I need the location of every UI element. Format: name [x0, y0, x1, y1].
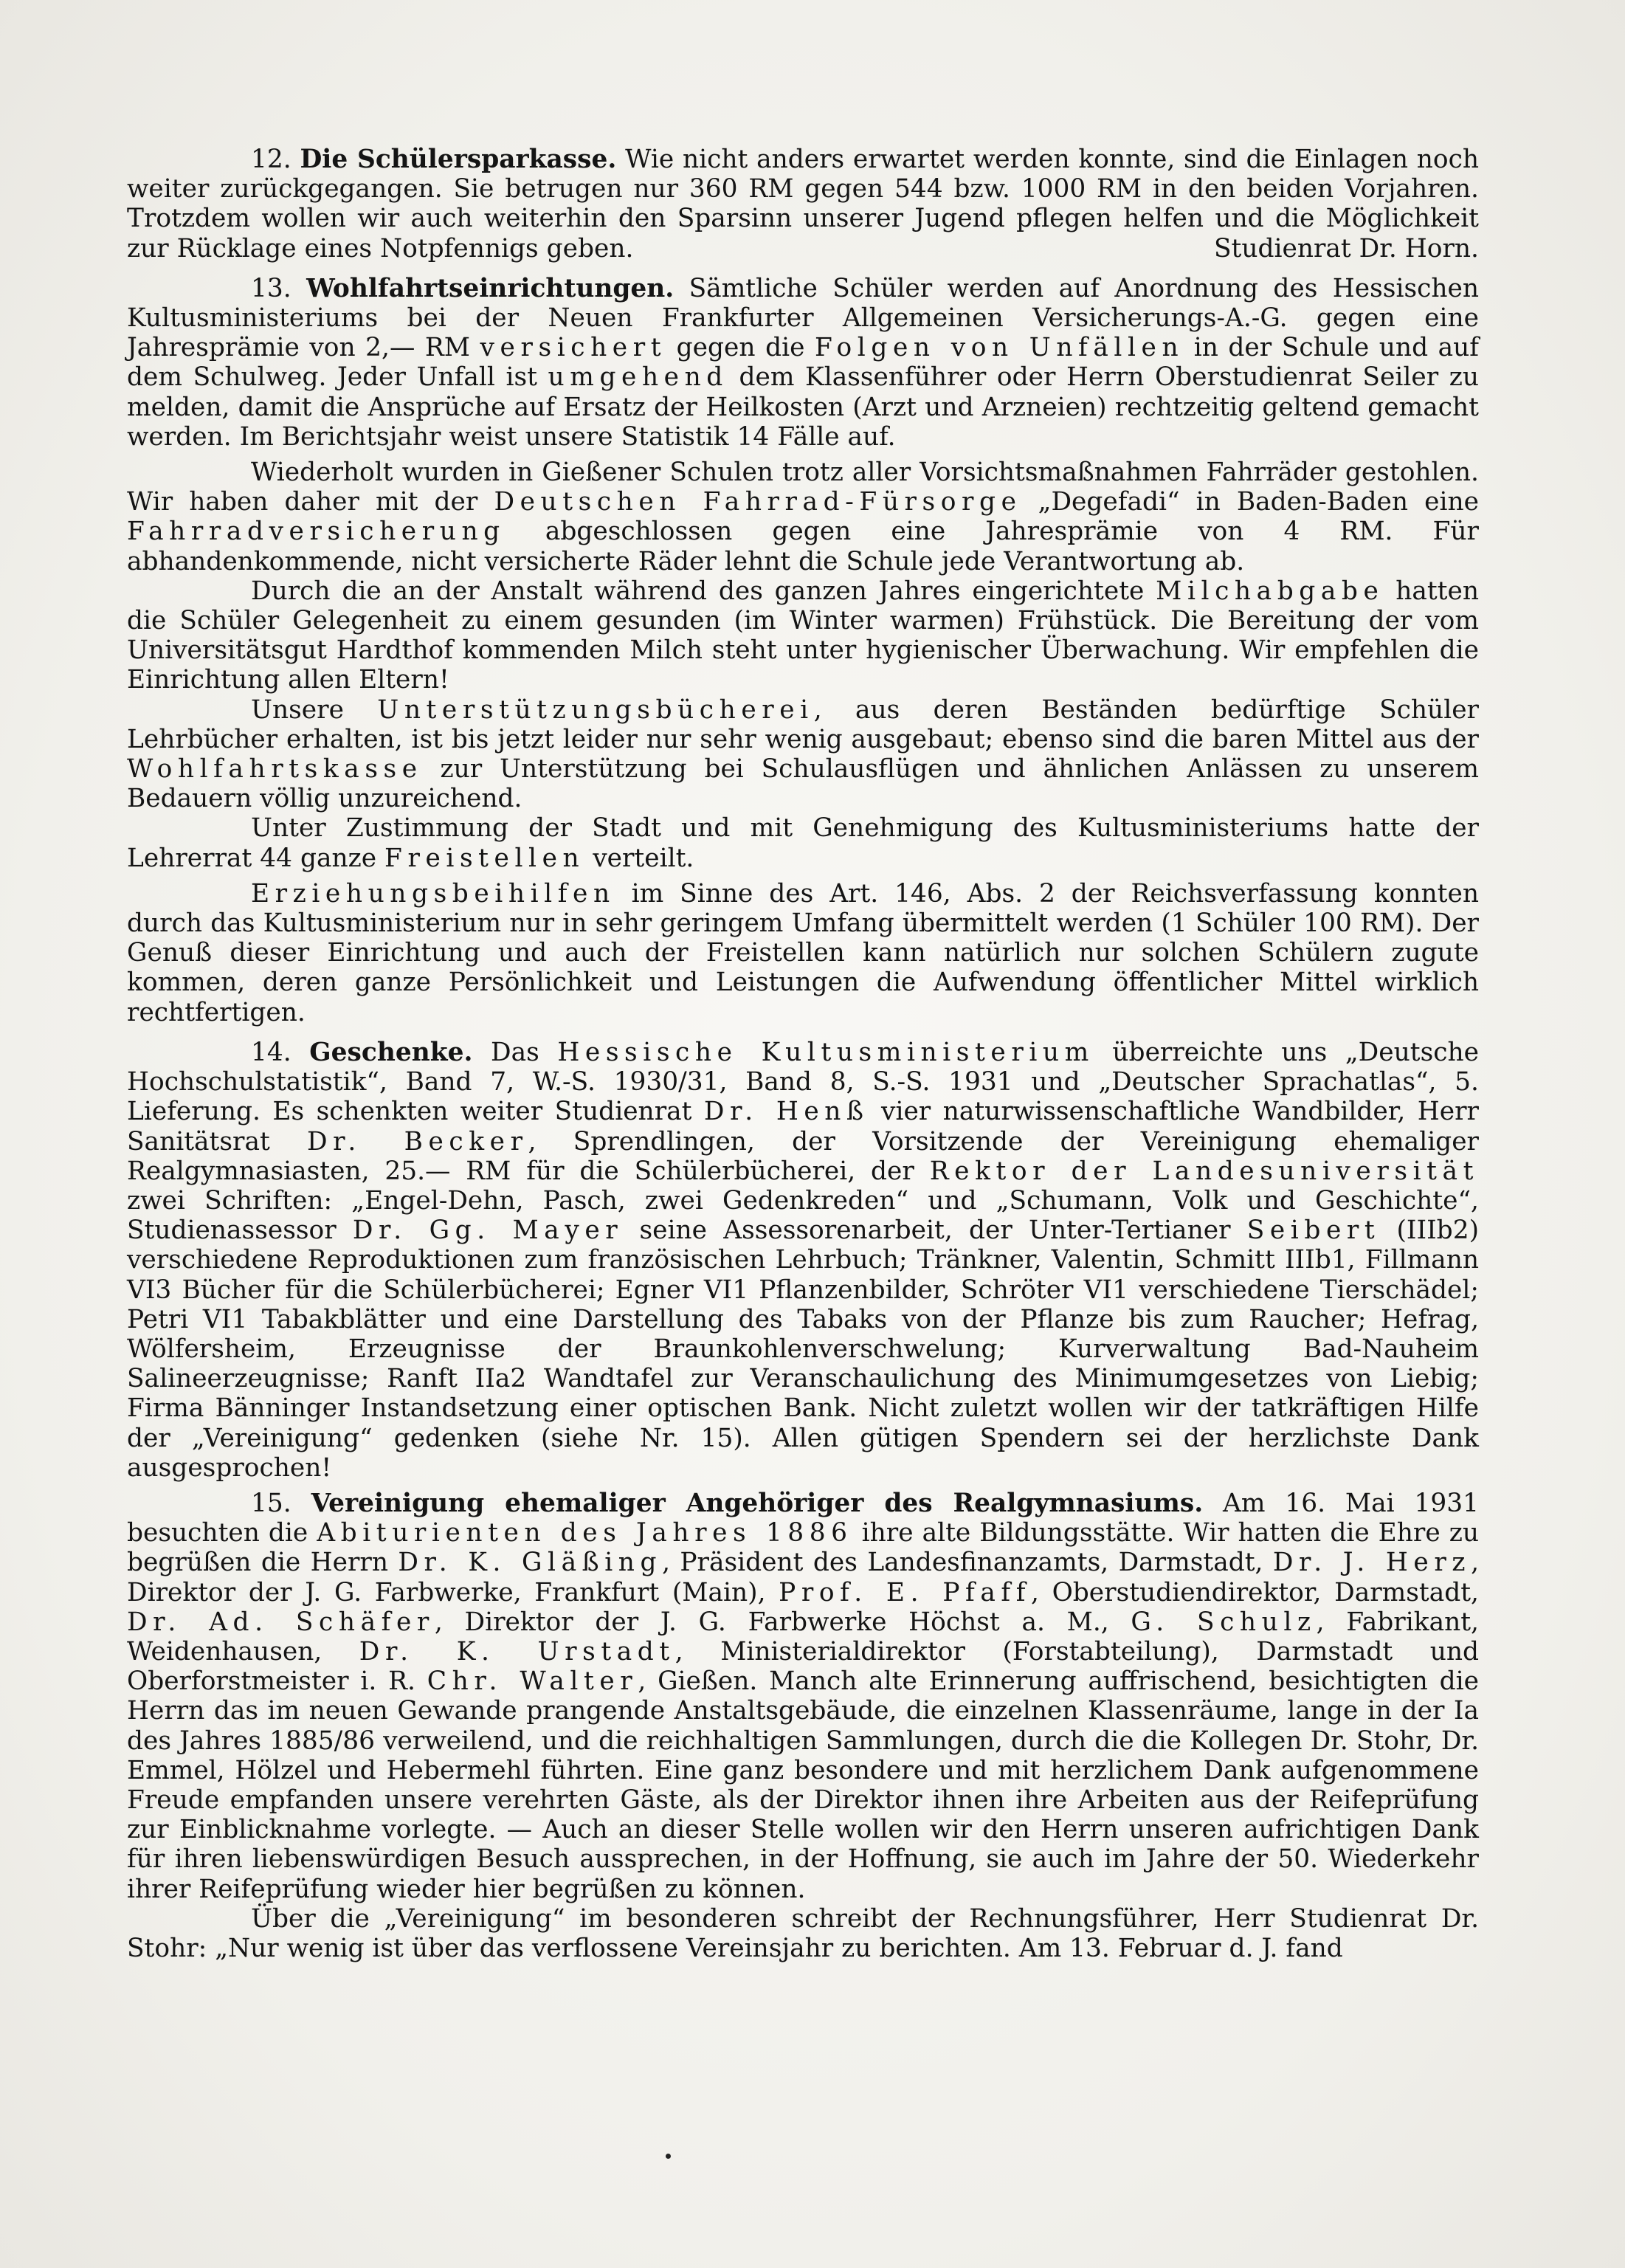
text-run: , Oberstudiendirektor, Darmstadt,: [1031, 1577, 1479, 1607]
section-number: 12.: [251, 145, 291, 174]
section-13-paragraph-5: [127, 813, 1479, 872]
text-run: , Ministerialdirektor (Forstabteilung), Darmstadt und Oberforstmeister i. R.: [127, 1636, 1480, 1697]
spaced-text: Prof. E. Pfaff: [779, 1577, 1031, 1607]
section-number: 14.: [251, 1037, 291, 1067]
section-heading: Wohlfahrtseinrichtungen.: [306, 273, 675, 303]
text-run: Wiederholt wurden in Gießener Schulen trotz aller Vorsichtsmaßnahmen Fahrräder gestohlen. Wir haben daher mit der: [127, 458, 1479, 517]
spaced-text: Dr. Henß: [703, 1097, 869, 1127]
text-run: ihre alte Bildungsstätte. Wir hatten die Ehre zu begrüßen die Herrn: [127, 1518, 1479, 1578]
signature: Studienrat Dr. Horn.: [1213, 233, 1479, 263]
text-run: hatten die Schüler Gelegenheit zu einem gesunden (im Winter warmen) Frühstück. Die Bereitung der vom Universitätsgut Hardthof kommenden Milch steht unter hygienischer Überwachung. Wir empfehlen die Einrichtung allen Eltern!: [127, 576, 1479, 695]
spaced-text: Dr. K. Urstadt: [359, 1636, 675, 1666]
section-13-paragraph-6: [127, 879, 1479, 1027]
text-run: , Gießen. Manch alte Erinnerung auffrischend, besichtigten die Herrn das im neuen Gewande prangende Anstaltsgebäude, die einzelnen Klassenräume, lange in der Ia des Jahres 1885/86 verweilend, und die reichhaltigen Sammlungen, durch die die Kollegen Dr. Stohr, Dr. Emmel, Hölzel und Hebermehl führten. Eine ganz besondere und mit herzlichem Dank aufgenommene Freude empfanden unsere verehrten Gäste, als der Direktor ihnen ihre Arbeiten aus der Reifeprüfung zur Einblicknahme vorlegte. — Auch an dieser Stelle wollen wir den Herrn unseren aufrichtigen Dank für ihren liebenswürdigen Besuch aussprechen, in der Hoffnung, sie auch im Jahre der 50. Wiederkehr ihrer Reifeprüfung wieder hier begrüßen zu können.: [127, 1666, 1479, 1904]
text-run: , Direktor der J. G. Farbwerke, Frankfurt (Main),: [127, 1548, 1479, 1607]
text-run: , Fabrikant, Weidenhausen,: [127, 1607, 1479, 1666]
text-run: , Direktor der J. G. Farbwerke Höchst a. M.,: [434, 1607, 1131, 1637]
text-run: , Sprendlingen, der Vorsitzende der Vereinigung ehemaliger Realgymnasiasten, 25.— RM für die Schülerbücherei, der: [127, 1126, 1479, 1186]
text-run: vier naturwissenschaftliche Wandbilder, Herr Sanitätsrat: [127, 1097, 1479, 1157]
text-run: Unsere: [251, 694, 378, 725]
spaced-text: Rektor der Landesuniversität: [929, 1156, 1479, 1186]
text-run: Am 16. Mai 1931 besuchten die: [127, 1488, 1480, 1548]
section-heading: Geschenke.: [309, 1037, 473, 1067]
text-run: verteilt.: [584, 843, 694, 873]
section-15-paragraph-2: [127, 1904, 1479, 1963]
spaced-text: umgehend: [548, 362, 728, 393]
text-run: seine Assessorenarbeit, der Unter-Tertianer: [623, 1216, 1247, 1246]
spaced-text: Abiturienten des Jahres 1886: [317, 1518, 853, 1548]
spaced-text: Wohlfahrtskasse: [127, 754, 423, 785]
section-number: 13.: [251, 273, 291, 303]
section-heading: Vereinigung ehemaliger Angehöriger des Realgymnasiums.: [311, 1488, 1204, 1518]
text-run: zur Unterstützung bei Schulausflügen und ähnlichen Anlässen zu unserem Bedauern völlig unzureichend.: [127, 754, 1479, 814]
spaced-text: Milchabgabe: [1156, 576, 1384, 606]
text-run: Über die „Vereinigung“ im besonderen schreibt der Rechnungsführer, Herr Studienrat Dr. Stohr: „Nur wenig ist über das verflossene Vereinsjahr zu berichten. Am 13. Februar d. J. fand: [127, 1903, 1479, 1963]
text-run: im Sinne des Art. 146, Abs. 2 der Reichsverfassung konnten durch das Kultusministerium nur in sehr geringem Umfang übermittelt werden (1 Schüler 100 RM). Der Genuß dieser Einrichtung und auch der Freistellen kann natürlich nur solchen Schülern zugute kommen, deren ganze Persönlichkeit und Leistungen die Aufwendung öffentlicher Mittel wirklich rechtfertigen.: [127, 878, 1479, 1027]
text-run: abgeschlossen gegen eine Jahresprämie von 4 RM. Für abhandenkommende, nicht versicherte Räder lehnt die Schule jede Verantwortung ab.: [127, 517, 1479, 576]
section-heading: Die Schülersparkasse.: [300, 145, 617, 174]
section-number: 15.: [251, 1488, 291, 1518]
text-run: überreichte uns „Deutsche Hochschulstatistik“, Band 7, W.-S. 1930/31, Band 8, S.-S. 1931 und „Deutscher Sprachatlas“, 5. Lieferung. Es schenkten weiter Studienrat: [127, 1037, 1479, 1127]
text-run: „Degefadi“ in Baden-Baden eine: [1021, 487, 1479, 517]
section-13-paragraph-1: [127, 274, 1479, 452]
text-run: Das: [472, 1037, 558, 1067]
text-run: , aus deren Beständen bedürftige Schüler Lehrbücher erhalten, ist bis jetzt leider nur sehr wenig ausgebaut; ebenso sind die baren Mittel aus der: [127, 694, 1479, 754]
spaced-text: Dr. Becker: [307, 1126, 528, 1157]
section-13-paragraph-3: [127, 576, 1479, 695]
text-run: dem Klassenführer oder Herrn Oberstudienrat Seiler zu melden, damit die Ansprüche auf Ersatz der Heilkosten (Arzt und Arzneien) rechtzeitig geltend gemacht werden. Im Berichtsjahr weist unsere Statistik 14 Fälle auf.: [127, 362, 1479, 452]
page-text: [127, 145, 1479, 1963]
section-body: Wie nicht anders erwartet werden konnte, sind die Einlagen noch weiter zurückgegangen. Sie betrugen nur 360 RM gegen 544 bzw. 1000 RM in den beiden Vorjahren. Trotzdem wollen wir auch weiterhin den Sparsinn unserer Jugend pflegen helfen und die Möglichkeit zur Rücklage eines Notpfennigs geben.: [127, 145, 1479, 263]
spaced-text: Freistellen: [384, 843, 585, 873]
spaced-text: Seibert: [1246, 1216, 1381, 1246]
spaced-text: Dr. Gg. Mayer: [352, 1216, 624, 1246]
section-15-paragraph-1: [127, 1489, 1479, 1904]
section-13-paragraph-4: [127, 695, 1479, 814]
spaced-text: versichert: [480, 333, 667, 363]
text-run: in der Schule und auf dem Schulweg. Jeder Unfall ist: [127, 333, 1479, 393]
section-13-paragraph-2: [127, 458, 1479, 576]
spaced-text: Dr. K. Gläßing: [398, 1548, 663, 1578]
text-run: Durch die an der Anstalt während des ganzen Jahres eingerichtete: [251, 576, 1156, 606]
section-12-paragraph: [127, 145, 1479, 263]
spaced-text: Deutschen Fahrrad-Fürsorge: [494, 487, 1022, 517]
text-run: (IIIb2) verschiedene Reproduktionen zum französischen Lehrbuch; Tränkner, Valentin, Schmitt IIIb1, Fillmann VI3 Bücher für die Schülerbücherei; Egner VI1 Pflanzenbilder, Schröter VI1 verschiedene Tierschädel; Petri VI1 Tabakblätter und eine Darstellung des Tabaks von der Pflanze bis zum Raucher; Hefrag, Wölfersheim, Erzeugnisse der Braunkohlenverschwelung; Kurverwaltung Bad-Nauheim Salineerzeugnisse; Ranft IIa2 Wandtafel zur Veranschaulichung des Minimumgesetzes von Liebig; Firma Bänninger Instandsetzung einer optischen Bank. Nicht zuletzt wollen wir der tatkräftigen Hilfe der „Vereinigung“ gedenken (siehe Nr. 15). Allen gütigen Spendern sei der herzlichste Dank ausgesprochen!: [127, 1216, 1479, 1483]
spaced-text: Unterstützungsbücherei: [377, 694, 814, 725]
spaced-text: Fahrradversicherung: [127, 517, 506, 547]
spaced-text: Hessische Kultusministerium: [557, 1037, 1094, 1067]
spaced-text: Chr. Walter: [427, 1666, 638, 1697]
page-mark: [666, 2154, 671, 2159]
text-run: zwei Schriften: „Engel-Dehn, Pasch, zwei Gedenkreden“ und „Schumann, Volk und Geschichte“, Studienassessor: [127, 1185, 1479, 1246]
text-run: gegen die: [666, 333, 815, 363]
text-run: Unter Zustimmung der Stadt und mit Genehmigung des Kultusministeriums hatte der Lehrerrat 44 ganze: [127, 813, 1479, 873]
spaced-text: Dr. J. Herz: [1272, 1548, 1472, 1578]
spaced-text: Erziehungsbeihilfen: [251, 878, 615, 909]
spaced-text: Folgen von Unfällen: [814, 333, 1184, 363]
spaced-text: G. Schulz: [1131, 1607, 1317, 1637]
text-run: , Präsident des Landesfinanzamts, Darmstadt,: [662, 1548, 1273, 1578]
section-14-paragraph: [127, 1038, 1479, 1483]
text-run: Sämtliche Schüler werden auf Anordnung des Hessischen Kultusministeriums bei der Neuen Frankfurter Allgemeinen Versicherungs-A.-G. gegen eine Jahresprämie von 2,— RM: [127, 273, 1479, 363]
spaced-text: Dr. Ad. Schäfer: [127, 1607, 435, 1637]
